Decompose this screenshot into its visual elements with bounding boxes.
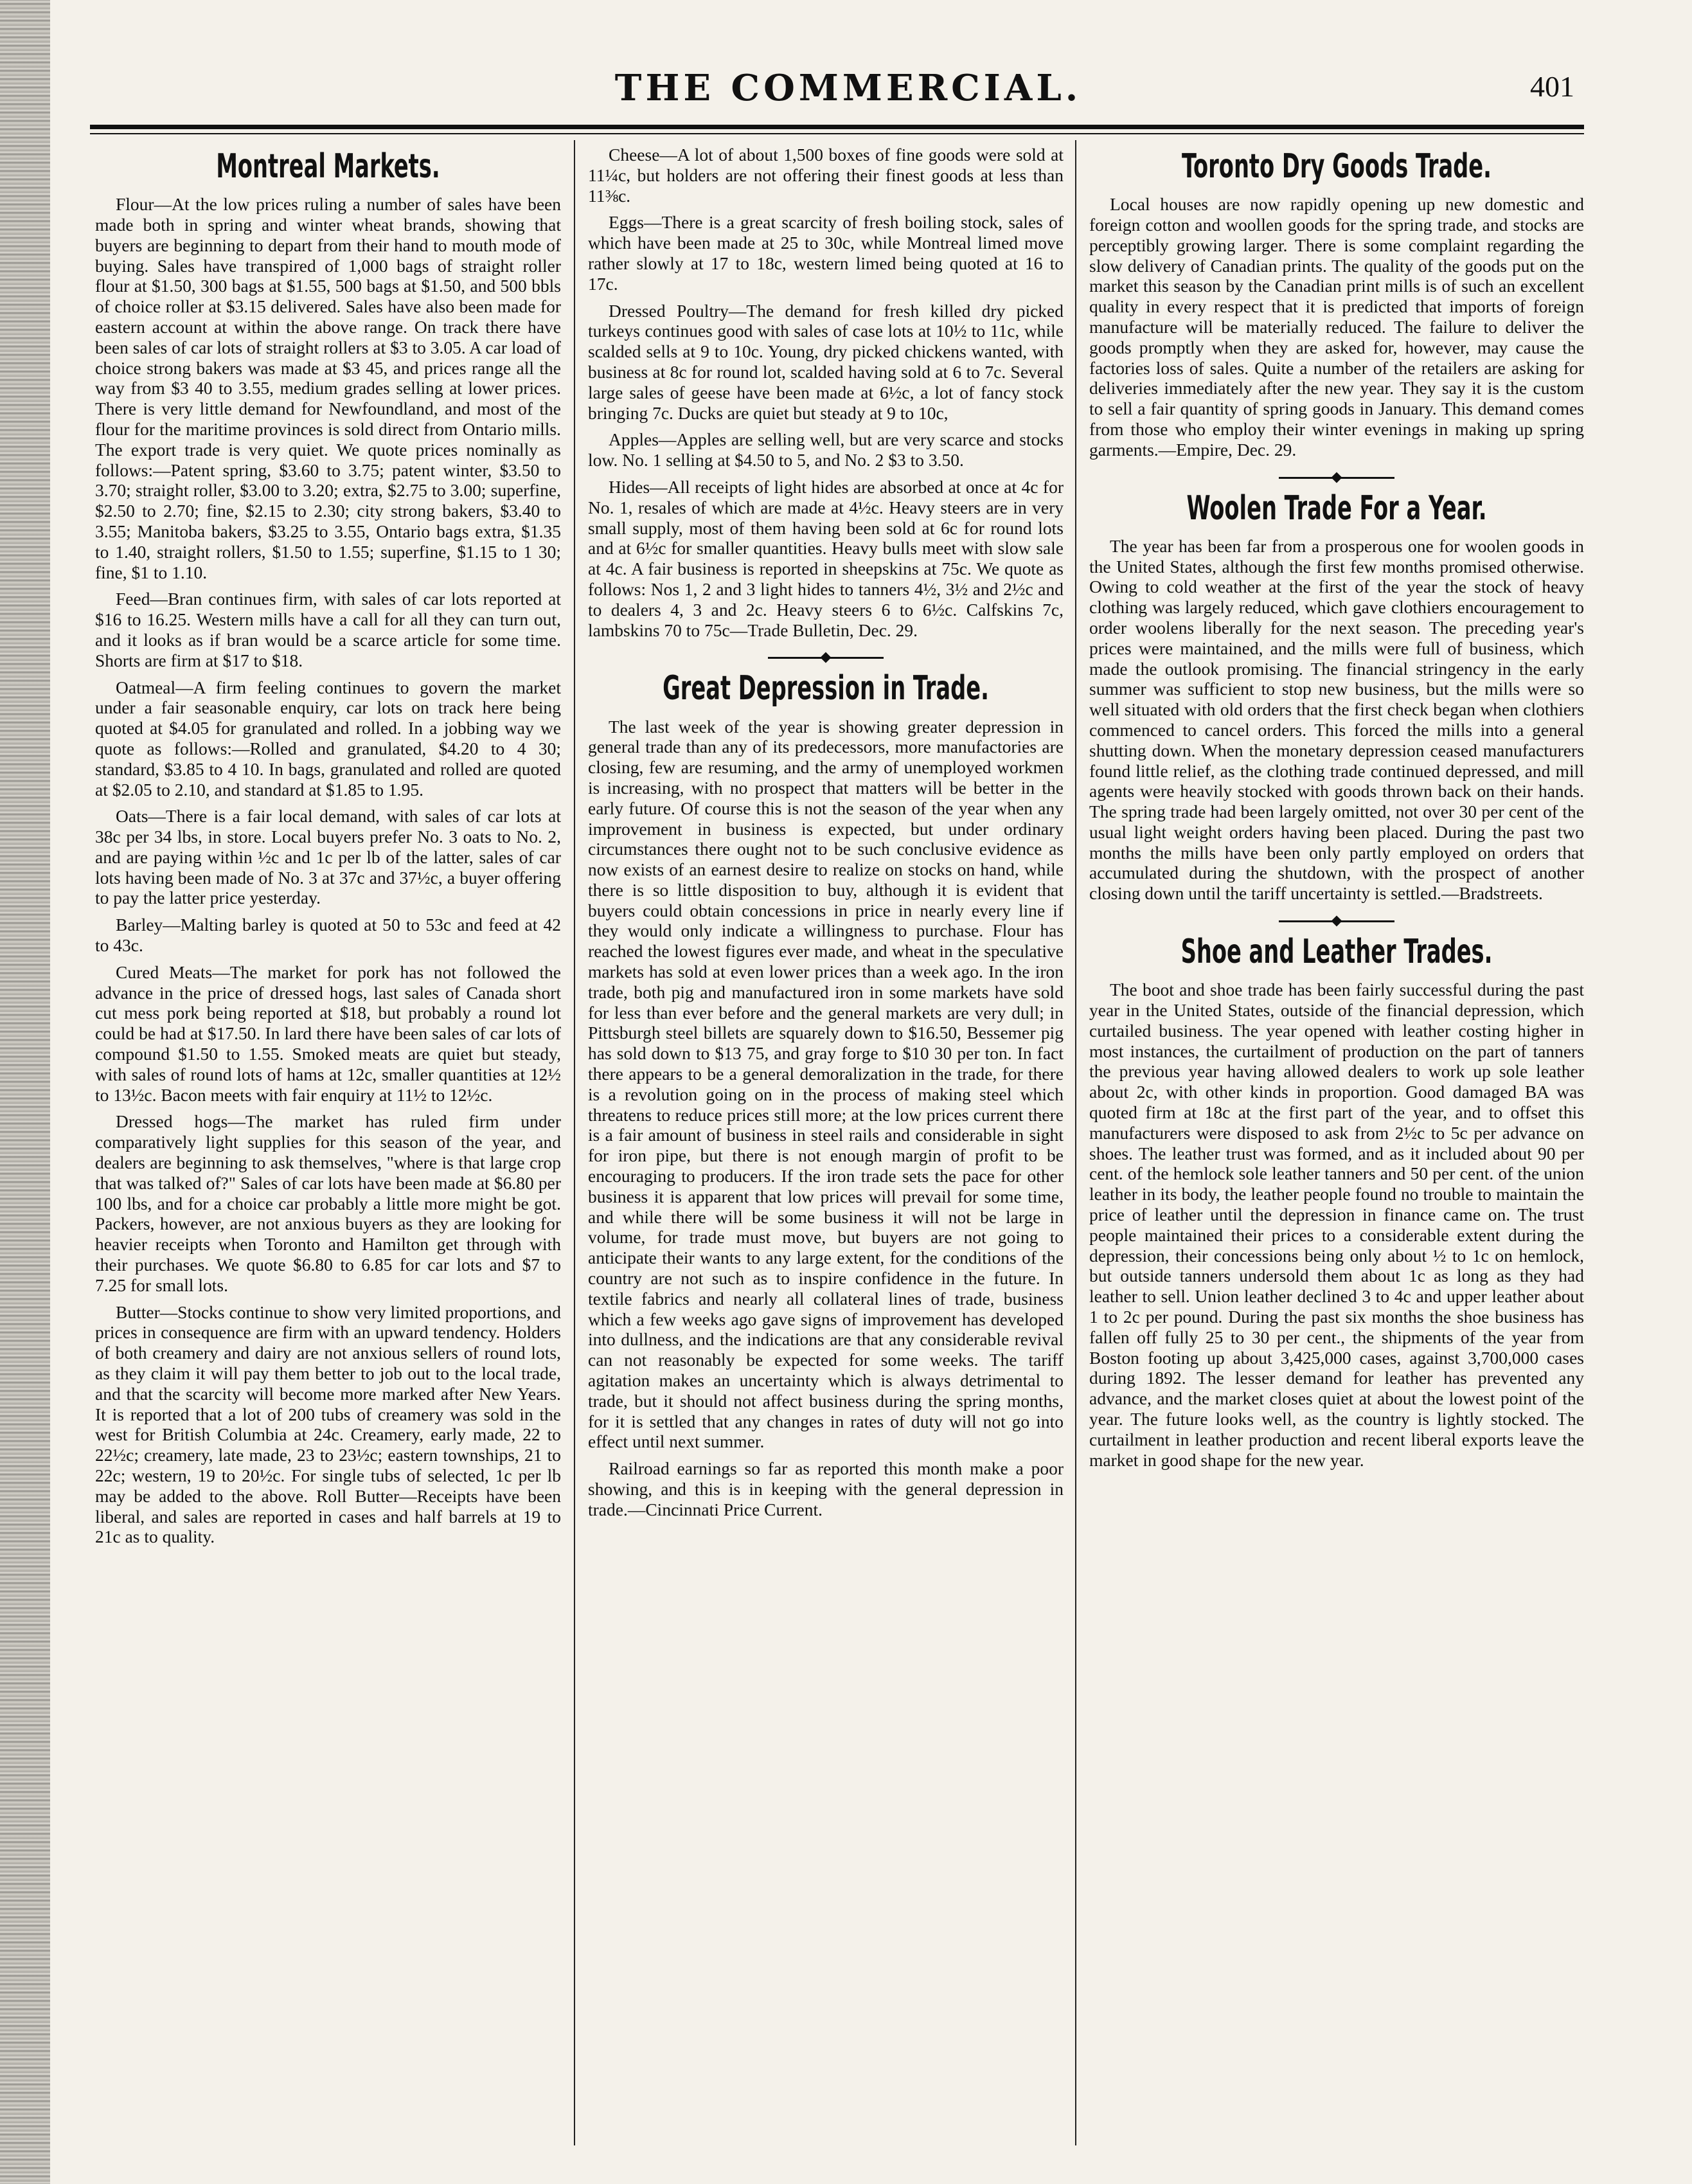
section-separator <box>1279 920 1394 922</box>
article-paragraph: Hides—All receipts of light hides are absorbed at once at 4c for No. 1, resales of which are made at 4½c. Heavy steers are in very small supply, most of them having been sold at 6c for round lots and at 6½c for smaller quantities. Heavy bulls meet with slow sale at 4c. A fair business is reported in sheepskins at 75c. We quote as follows: Nos 1, 2 and 3 light hides to tanners 4½, 3½ and 2½c and to dealers 4, 3 and 2c. Heavy steers 6 to 6½c. Calfskins 7c, lambskins 70 to 75c—Trade Bulletin, Dec. 29. <box>588 476 1064 640</box>
column-divider <box>574 140 575 2145</box>
section-separator <box>768 657 884 659</box>
article-paragraph: Feed—Bran continues firm, with sales of car lots reported at $16 to 16.25. Western mills have a call for all they can turn out, and it looks as if bran would be a scarce article for some time. Shorts are firm at $17 to $18. <box>95 589 561 670</box>
article-paragraph: The last week of the year is showing greater depression in general trade than any of its predecessors, more manufactories are closing, few are resuming, and the army of unemployed workmen is increasing, with no prospect that matters will be better in the early future. Of course this is not the season of the year when any improvement in business is expected, but under ordinary circumstances there ought not to be such conclusive evidence as now exists of an earnest desire to realize on stocks on hand, while there is so little disposition to buy, although it is evident that buyers could obtain concessions in price in nearly every line if they would only indicate a willingness to purchase. Flour has reached the lowest figures ever made, and wheat in the speculative markets has sold at even lower prices than a week ago. In the iron trade, both pig and manufactured iron in some markets have sold for less than ever before and the general markets are very dull; in Pittsburgh steel billets are squarely down to $16.50, Bessemer pig has sold down to $13 75, and gray forge to $10 30 per ton. In fact there appears to be a general demoralization in the trade, for there is a revolution going on in the process of making steel which threatens to reduce prices still more; at the low prices current there is a fair amount of business in steel rails and considerable in sight for iron pipe, but there is not enough margin of profit to be encouraging to producers. If the iron trade sets the pace for other business it is apparent that low prices will prevail for some time, and while there will be some business it will not be large in volume, for trade must move, but buyers are not going to anticipate their wants to any large extent, for the conditions of the country are not such as to inspire confidence in the future. In textile fabrics and nearly all collateral lines of trade, business which a few weeks ago gave signs of improvement has developed into dullness, and the indications are that any considerable revival can not reasonably be expected for some weeks. The tariff agitation makes an uncertainty which is always detrimental to trade, but it should not affect business during the spring months, for it is settled that any changes in rates of duty will not go into effect until next summer. <box>588 716 1064 1452</box>
column-1 <box>95 145 561 2144</box>
article-paragraph: Cured Meats—The market for pork has not followed the advance in the price of dressed hogs, last sales of Canada short cut mess pork being reported at $18, but probably a round lot could be had at $17.50. In lard there have been sales of car lots of compound $1.50 to 1.55. Smoked meats are quiet but steady, with sales of round lots of hams at 12c, smaller quantities at 12½ to 13½c. Bacon meets with fair enquiry at 11½ to 12½c. <box>95 962 561 1105</box>
article-paragraph: Cheese—A lot of about 1,500 boxes of fine goods were sold at 11¼c, but holders are not offering their finest goods at less than 11⅜c. <box>588 145 1064 206</box>
article-paragraph: Local houses are now rapidly opening up new domestic and foreign cotton and woollen goods for the spring trade, and stocks are perceptibly growing larger. There is some complaint regarding the slow delivery of Canadian prints. The quality of the goods put on the market this season by the Canadian print mills is of such an excellent quality in every respect that it is predicted that imports of foreign manufacture will be materially reduced. The failure to deliver the goods promptly when they are asked for, however, may cause the factories loss of sales. Quite a number of the retailers are asking for deliveries immediately after the new year. They say it is the custom to sell a fair quantity of spring goods in January. This demand comes from those who employ their winter evenings in making up spring garments.—Empire, Dec. 29. <box>1089 194 1584 460</box>
article-paragraph: Barley—Malting barley is quoted at 50 to 53c and feed at 42 to 43c. <box>95 915 561 956</box>
article-paragraph: Butter—Stocks continue to show very limited proportions, and prices in consequence are firm with an upward tendency. Holders of both creamery and dairy are not anxious sellers of round lots, as they claim it will pay them better to job out to the local trade, and that the scarcity will become more marked after New Years. It is reported that a lot of 200 tubs of creamery was sold in the west for British Columbia at 24c. Creamery, early made, 22 to 22½c; creamery, late made, 23 to 23½c; eastern townships, 21 to 22c; western, 19 to 20½c. For single tubs of selected, 1c per lb may be added to the above. Roll Butter—Receipts have been liberal, and sales are reported in cases and half barrels at 19 to 21c as to quality. <box>95 1302 561 1547</box>
article-paragraph: Oats—There is a fair local demand, with sales of car lots at 38c per 34 lbs, in store. Local buyers prefer No. 3 oats to No. 2, and are paying within ½c and 1c per lb of the latter, sales of car lots having been made of No. 3 at 37c and 37½c, a buyer offering to pay the latter price yesterday. <box>95 806 561 908</box>
article-paragraph: The boot and shoe trade has been fairly successful during the past year in the United States, outside of the financial depression, which curtailed business. The year opened with leather costing higher in most instances, the curtailment of production on the part of tanners the previous year having allowed dealers to work up sole leather about 2c, with other kinds in proportion. Good damaged BA was quoted firm at 18c at the first part of the year, and to offset this manufacturers were disposed to ask from 2½c to 5c per advance on shoes. The leather trust was formed, and as it included about 90 per cent. of the hemlock sole leather tanners and 50 per cent. of the union leather in its body, the leather people found no trouble to maintain the price of leather until the depression in finance came on. The trust people maintained their prices to a considerable extent during the depression, their concessions being only about ½ to 1c on hemlock, but outside tanners undersold them about 1c as long as they had leather to sell. Union leather declined 3 to 4c and upper leather about 1 to 2c per pound. During the past six months the shoe business has fallen off fully 25 to 30 per cent., the shipments of the year from Boston footing up about 3,425,000 cases, against 3,700,000 cases during 1892. The lesser demand for leather has prevented any advance, and the market closes quiet at about the lowest point of the year. The future looks well, as the country is lightly stocked. The curtailment in leather production and recent liberal exports leave the market in good shape for the new year. <box>1089 980 1584 1470</box>
binding-gutter <box>0 0 50 2184</box>
page-header <box>90 64 1607 116</box>
article-paragraph: Eggs—There is a great scarcity of fresh boiling stock, sales of which have been made at 25 to 30c, while Montreal limed move rather slowly at 17 to 18c, western limed being quoted at 16 to 17c. <box>588 212 1064 294</box>
header-rule-thin <box>90 133 1584 134</box>
article-paragraph: Flour—At the low prices ruling a number of sales have been made both in spring and winter wheat brands, showing that buyers are beginning to depart from their hand to mouth mode of buying. Sales have transpired of 1,000 bags of straight roller flour at $1.50, 300 bags at $1.55, 500 bags at $1.50, and 500 bbls of choice roller at $3.15 delivered. Sales have also been made for eastern account at within the above range. On track there have been sales of car lots of straight rollers at $3 to 3.05. A car load of choice strong bakers was made at $3 45, and prices range all the way from $3 40 to 3.55, medium grades selling at lower prices. There is very little demand for Newfoundland, and most of the flour for the maritime provinces is sold direct from Ontario mills. The export trade is very quiet. We quote prices nominally as follows:—Patent spring, $3.60 to 3.75; patent winter, $3.50 to 3.70; straight roller, $3.00 to 3.20; extra, $2.75 to 3.00; superfine, $2.50 to 2.70; fine, $2.15 to 2.30; city strong bakers, $3.40 to 3.55; Manitoba bakers, $3.25 to 3.55, Ontario bags extra, $1.35 to 1.40, straight rollers, $1.50 to 1.55; superfine, $1.15 to 1 30; fine, $1 to 1.10. <box>95 194 561 582</box>
article-heading-shoe-leather: Shoe and Leather Trades. <box>1180 933 1493 972</box>
article-heading-great-depression: Great Depression in Trade. <box>663 669 989 708</box>
page-number: 401 <box>1530 70 1574 103</box>
column-3 <box>1089 145 1584 2144</box>
article-paragraph: Apples—Apples are selling well, but are very scarce and stocks low. No. 1 selling at $4.50 to 5, and No. 2 $3 to 3.50. <box>588 429 1064 470</box>
article-paragraph: Dressed Poultry—The demand for fresh killed dry picked turkeys continues good with sales of case lots at 10½ to 11c, while scalded sells at 9 to 10c. Young, dry picked chickens wanted, with business at 8c for round lot, scalded having sold at 6 to 7c. Several large sales of geese have been made at 6½c, a lot of fancy stock bringing 7c. Ducks are quiet but steady at 9 to 10c, <box>588 300 1064 423</box>
article-heading-toronto-dry-goods: Toronto Dry Goods Trade. <box>1182 147 1492 186</box>
header-rule-thick <box>90 125 1584 129</box>
article-paragraph: The year has been far from a prosperous one for woolen goods in the United States, although the first few months promised otherwise. Owing to cold weather at the first of the year the stock of heavy clothing was largely reduced, which gave clothiers encouragement to order woolens liberally for the next season. The preceding year's prices were maintained, and the mills were full of business, which made the outlook promising. The financial stringency in the early summer was sufficient to stop new business, but the mills were so well situated with old orders that the first check began when clothiers commenced to cancel orders. This forced the mills into a general shutting down. When the monetary depression ceased manufacturers found little relief, as the clothing trade continued depressed, and mill agents were heavily stocked with goods thrown back on their hands. The spring trade had been largely omitted, not over 30 per cent of the usual light weight orders having been placed. During the past two months the mills have been only partly employed on orders that accumulated during the shutdown, with the prospect of another closing down until the tariff uncertainty is settled.—Bradstreets. <box>1089 535 1584 904</box>
article-paragraph: Oatmeal—A firm feeling continues to govern the market under a fair seasonable enquiry, car lots on track here being quoted at $4.05 for granulated and rolled. In a jobbing way we quote as follows:—Rolled and granulated, $4.20 to 4 30; standard, $3.85 to 4 10. In bags, granulated and rolled are quoted at $2.05 to 2.10, and standard at $1.85 to 1.95. <box>95 677 561 800</box>
column-2 <box>588 145 1064 2144</box>
masthead-title: THE COMMERCIAL. <box>614 67 1082 109</box>
article-heading-woolen-trade: Woolen Trade For a Year. <box>1186 488 1487 528</box>
column-divider <box>1075 140 1076 2145</box>
section-separator <box>1279 477 1394 479</box>
article-paragraph: Railroad earnings so far as reported this month make a poor showing, and this is in keeping with the general depression in trade.—Cincinnati Price Current. <box>588 1458 1064 1519</box>
article-paragraph: Dressed hogs—The market has ruled firm under comparatively light supplies for this season of the year, and dealers are beginning to ask themselves, "where is that large crop that was talked of?" Sales of car lots have been made at $6.80 per 100 lbs, and for a choice car probably a little more might be got. Packers, however, are not anxious buyers as they are looking for heavier receipts when Toronto and Hamilton get through with their purchases. We quote $6.80 to 6.85 for car lots and $7 to 7.25 for small lots. <box>95 1111 561 1295</box>
article-heading-montreal-markets: Montreal Markets. <box>216 147 440 186</box>
